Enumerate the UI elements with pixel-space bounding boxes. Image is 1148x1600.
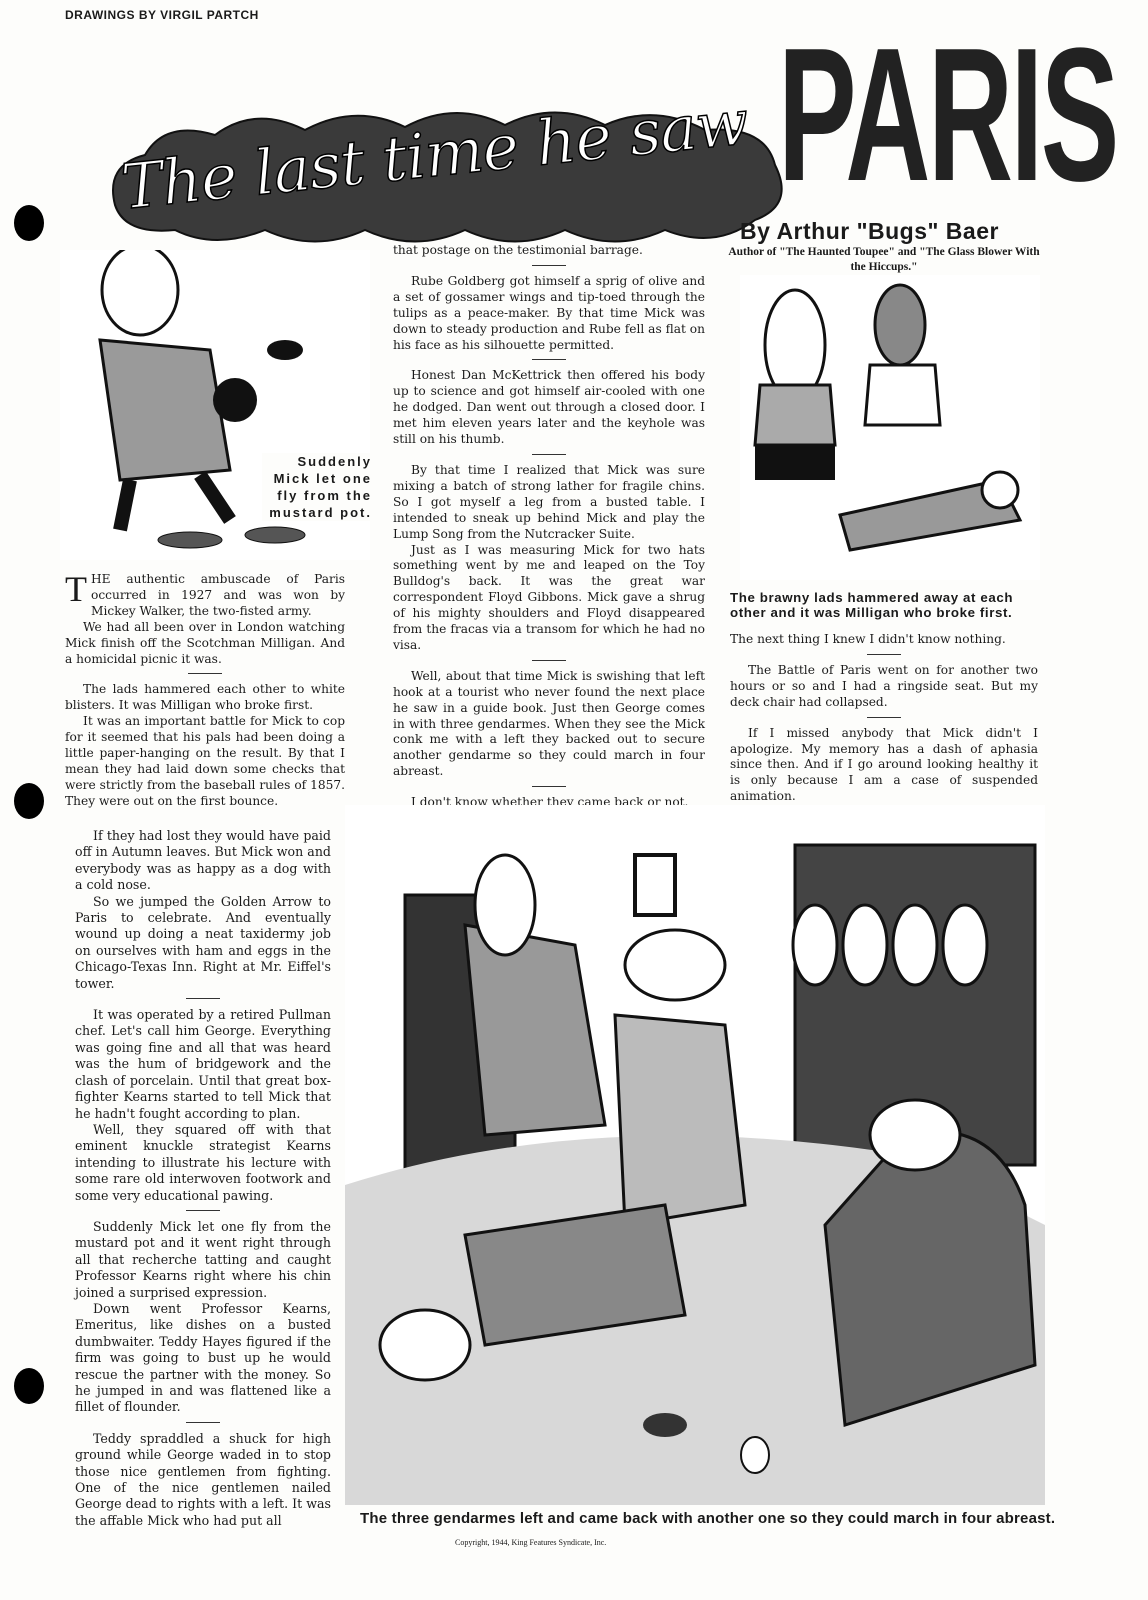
paragraph: Rube Goldberg got himself a sprig of olive and a set of gossamer wings and tip-toed through the tulips as a peace-maker. By that time Mick was down to steady production and Rube fell as flat on his face as his silhouette permitted. — [393, 273, 705, 352]
section-divider — [867, 717, 901, 718]
author-note: Author of "The Haunted Toupee" and "The Glass Blower With the Hiccups." — [728, 246, 1040, 273]
caption-bottom: The three gendarmes left and came back with another one so they could march in four abreast. — [360, 1510, 1056, 1527]
column-2 — [393, 243, 705, 811]
drawings-credit: DRAWINGS BY VIRGIL PARTCH — [65, 8, 259, 22]
section-divider — [186, 1422, 220, 1423]
caption-top-left: Suddenly Mick let one fly from the mustard pot. — [262, 453, 372, 521]
paragraph: The next thing I knew I didn't know nothing. — [730, 632, 1006, 646]
paragraph: We had all been over in London watching Mick finish off the Scotchman Milligan. And a homicidal picnic it was. — [65, 619, 345, 666]
paragraph: that postage on the testimonial barrage. — [393, 243, 643, 257]
punch-hole — [14, 1368, 44, 1404]
section-divider — [867, 654, 901, 655]
copyright: Copyright, 1944, King Features Syndicate, Inc. — [455, 1538, 607, 1547]
paragraph: It was an important battle for Mick to cop for it seemed that his pals had been doing a little paper-hanging on the result. By that I mean they had laid down some checks that were strictly from the baseball rules of 1857. They were out on the first bounce. — [65, 714, 345, 808]
paragraph: The Battle of Paris went on for another two hours or so and I had a ringside seat. But my deck chair had collapsed. — [730, 662, 1038, 709]
paragraph: So we jumped the Golden Arrow to Paris to celebrate. And eventually wound up doing a neat taxidermy job on ourselves with ham and eggs in the Chicago-Texas Inn. Right at Mr. Eiffel's tower. — [75, 893, 331, 991]
drop-cap: T — [65, 569, 87, 609]
title-paris: PARIS — [778, 9, 1117, 221]
paragraph: Well, they squared off with that eminent knuckle strategist Kearns intending to illustrate his lecture with some rare old interwoven footwork and some very educational pawing. — [75, 1121, 331, 1203]
punch-hole — [14, 205, 44, 241]
cartoon-restaurant-brawl — [345, 805, 1045, 1505]
punch-hole — [14, 783, 44, 819]
paragraph: Suddenly Mick let one fly from the mustard pot and it went right through all that recherche tatting and caught Professor Kearns right where his chin joined a surprised expression. — [75, 1218, 331, 1300]
paragraph: Teddy spraddled a shuck for high ground while George waded in to stop those nice gentlemen from fighting. One of the nice gentlemen nailed George dead to rights with a left. It was the affable Mick who had put all — [75, 1430, 331, 1528]
paragraph: The lads hammered each other to white blisters. It was Milligan who broke first. — [65, 682, 345, 713]
section-divider — [532, 786, 566, 787]
byline: By Arthur "Bugs" Baer — [740, 218, 999, 244]
paragraph: If they had lost they would have paid off in Autumn leaves. But Mick won and everybody was as happy as a dog with a cold nose. — [75, 828, 331, 893]
caption-right: The brawny lads hammered away at each other and it was Milligan who broke first. — [730, 590, 1014, 620]
section-divider — [532, 359, 566, 360]
paragraph: It was operated by a retired Pullman chef. Let's call him George. Everything was going fine and all that was heard was the hum of bridgework and the clash of porcelain. Until that great box-fighter Kearns started to tell Mick that he hadn't fought according to plan. — [75, 1007, 331, 1121]
section-divider — [532, 454, 566, 455]
column-1-bottom — [75, 828, 331, 1529]
paragraph: HE authentic ambuscade of Paris occurred in 1927 and was won by Mickey Walker, the two-fisted army. — [91, 572, 345, 618]
paragraph: I don't know whether they came back or not. — [411, 795, 689, 810]
column-1-top — [65, 569, 345, 810]
cartoon-brawny-lads — [740, 275, 1040, 580]
section-divider — [186, 1210, 220, 1211]
section-divider — [532, 265, 566, 266]
title-script: The last time he saw — [117, 85, 752, 224]
paragraph: Down went Professor Kearns, Emeritus, like dishes on a busted dumbwaiter. Teddy Hayes figured if the firm was going to bust up he would rescue the partner with the money. So he jumped in and was flattened like a fillet of flounder. — [75, 1300, 331, 1415]
paragraph: Just as I was measuring Mick for two hats something went by me and leaped on the Toy Bulldog's back. It was the great war correspondent Floyd Gibbons. Mick gave a shrug of his mighty shoulders and Floyd disappeared from the fracas via a transom for which he had no visa. — [393, 542, 705, 652]
paragraph: If I missed anybody that Mick didn't I apologize. My memory has a dash of aphasia since then. And if I go around looking healthy it is only because I am a case of suspended animation. — [730, 725, 1038, 804]
section-divider — [532, 660, 566, 661]
paragraph: By that time I realized that Mick was sure mixing a batch of strong lather for fragile chins. So I got myself a leg from a busted table. I intended to sneak up behind Mick and play the Lump Song from the Nutcracker Suite. — [393, 462, 705, 541]
section-divider — [188, 673, 222, 674]
paragraph: Honest Dan McKettrick then offered his body up to science and got himself air-cooled with one he dodged. Dan went out through a closed door. I met him eleven years later and the keyhole was still on his thumb. — [393, 368, 705, 447]
paragraph: Well, about that time Mick is swishing that left hook at a tourist who never found the next place he saw in a guide book. Just then George comes in with three gendarmes. When they see the Mick conk me with a left they backed out to secure another gendarme so they could march in four abreast. — [393, 668, 705, 779]
column-3 — [730, 632, 1038, 805]
section-divider — [186, 998, 220, 999]
